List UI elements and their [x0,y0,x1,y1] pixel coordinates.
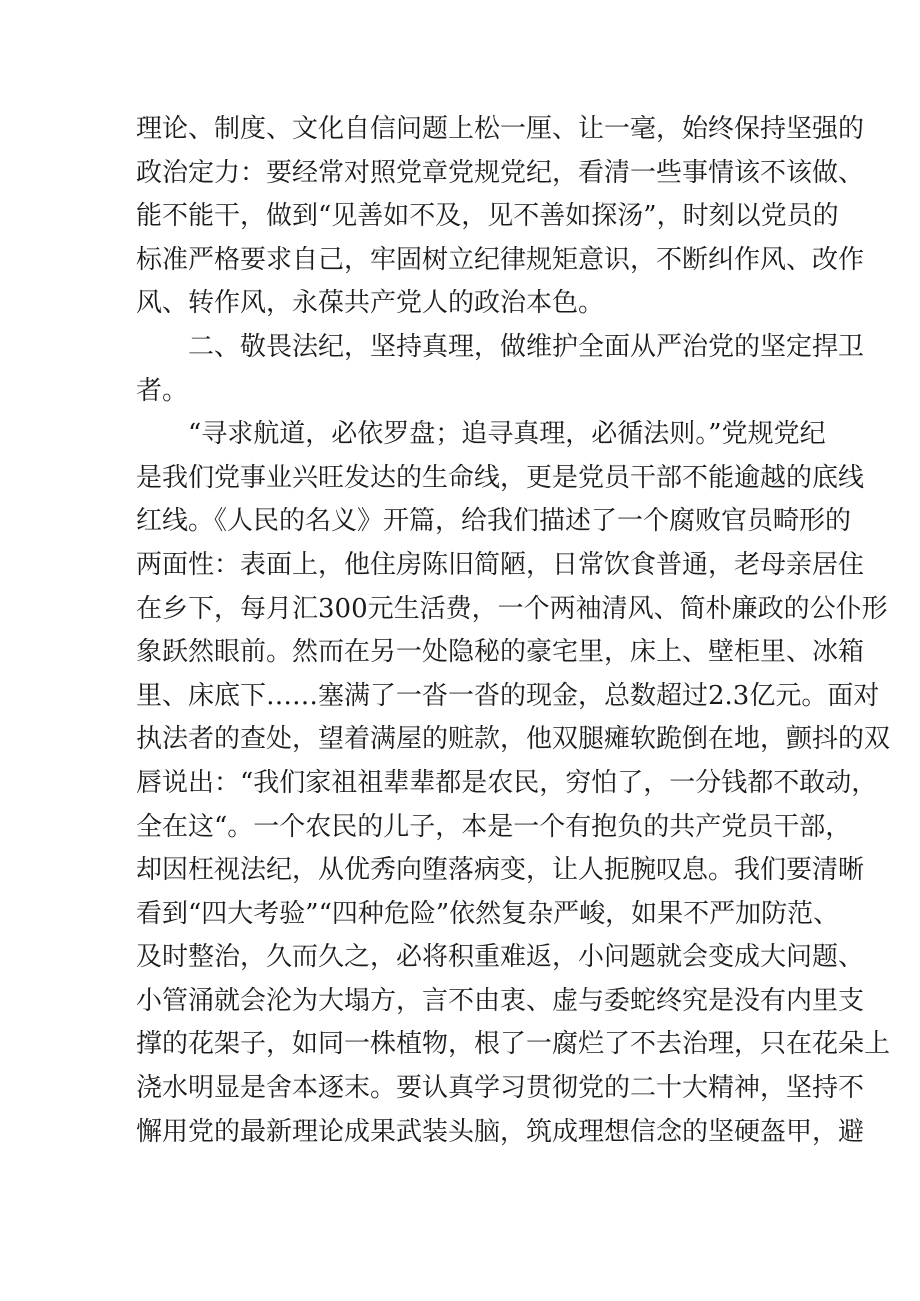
text-line: 懈用党的最新理论成果武装头脑，筑成理想信念的坚硬盔甲，避 [136,1116,865,1147]
text-line: 执法者的查处，望着满屋的赃款，他双腿瘫软跪倒在地，颤抖的双 [136,724,891,755]
text-line: 是我们党事业兴旺发达的生命线，更是党员干部不能逾越的底线 [136,462,865,493]
text-line: 及时整治，久而久之，必将积重难返，小问题就会变成大问题、 [136,942,865,973]
paragraph-first-line: “寻求航道，必依罗盘；追寻真理，必循法则。”党规党纪 [188,419,826,450]
text-line: 撑的花架子，如同一株植物，根了一腐烂了不去治理，只在花朵上 [136,1029,891,1060]
text-line: 看到“四大考验”“四种危险”依然复杂严峻，如果不严加防范、 [136,898,840,929]
text-line: 在乡下，每月汇300元生活费，一个两袖清风、简朴廉政的公仆形 [136,593,888,624]
text-line: 标准严格要求自己，牢固树立纪律规矩意识，不断纠作风、改作 [136,244,865,275]
text-line: 能不能干，做到“见善如不及，见不善如探汤”，时刻以党员的 [136,201,839,232]
text-line: 风、转作风，永葆共产党人的政治本色。 [136,288,605,319]
document-body [136,108,891,1154]
section-heading: 二、敬畏法纪，坚持真理，做维护全面从严治党的坚定捍卫 [188,331,865,362]
text-line: 里、床底下……塞满了一沓一沓的现金，总数超过2.3亿元。面对 [136,680,880,711]
text-line: 象跃然眼前。然而在另一处隐秘的豪宅里，床上、壁柜里、冰箱 [136,637,865,668]
text-line: 唇说出：“我们家祖祖辈辈都是农民，穷怕了，一分钱都不敢动， [136,767,878,798]
text-line: 红线。《人民的名义》开篇，给我们描述了一个腐败官员畸形的 [136,506,852,537]
text-line: 小管涌就会沦为大塌方，言不由衷、虚与委蛇终究是没有内里支 [136,985,865,1016]
text-line: 理论、制度、文化自信问题上松一厘、让一毫，始终保持坚强的 [136,114,865,144]
section-heading-continued: 者。 [136,375,189,406]
text-line: 浇水明显是舍本逐末。要认真学习贯彻党的二十大精神，坚持不 [136,1073,865,1104]
text-line: 两面性：表面上，他住房陈旧简陋，日常饮食普通，老母亲居住 [136,549,865,580]
text-line: 却因枉视法纪，从优秀向堕落病变，让人扼腕叹息。我们要清晰 [136,855,865,886]
text-line: 全在这“。一个农民的儿子，本是一个有抱负的共产党员干部， [136,811,852,842]
text-line: 政治定力：要经常对照党章党规党纪，看清一些事情该不该做、 [136,157,865,188]
